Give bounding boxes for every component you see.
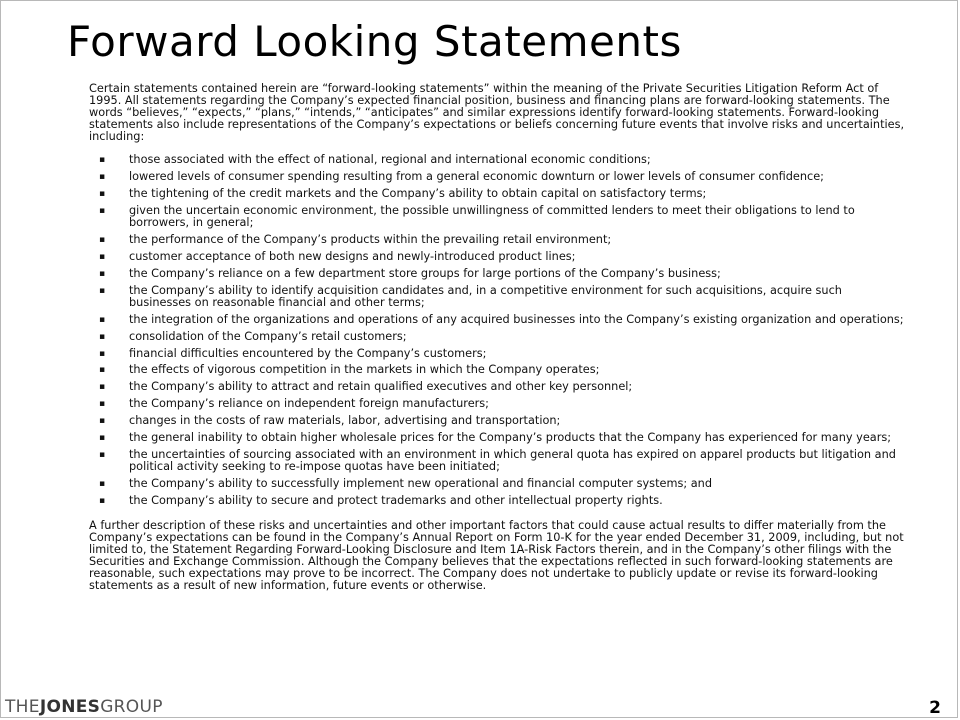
risk-factor-item <box>89 364 905 376</box>
risk-factor-item <box>89 171 905 183</box>
risk-factor-text: those associated with the effect of national, regional and international economic conditions; <box>129 153 651 167</box>
bullet-square-icon: ▪ <box>99 449 106 460</box>
bullet-square-icon: ▪ <box>99 285 106 296</box>
bullet-square-icon: ▪ <box>99 189 106 200</box>
intro-paragraph: Certain statements contained herein are “forward-looking statements” within the meaning of the Private Securities Litigation Reform Act of 1995. All statements regarding the Company’s expected financial position, business and financing plans are forward-looking statements. The words “believes,” “expects,” “plans,” “intends,” “anticipates” and similar expressions identify forward-looking statements. Forward-looking statements also include representations of the Company’s expectations or beliefs concerning future events that involve risks and uncertainties, including: <box>89 82 905 144</box>
risk-factor-text: the general inability to obtain higher wholesale prices for the Company’s products that the Company has experienced for many years; <box>129 431 892 445</box>
bullet-square-icon: ▪ <box>99 331 106 342</box>
risk-factor-text: the integration of the organizations and operations of any acquired businesses into the Company’s existing organization and operations; <box>129 312 904 326</box>
bullet-square-icon: ▪ <box>99 314 106 325</box>
risk-factor-item <box>89 314 905 326</box>
risk-factor-item <box>89 495 905 507</box>
bullet-square-icon: ▪ <box>99 433 106 444</box>
risk-factor-text: the Company’s ability to identify acquisition candidates and, in a competitive environment for such acquisitions, acquire such businesses on reasonable financial and other terms; <box>129 283 842 309</box>
bullet-square-icon: ▪ <box>99 268 106 279</box>
risk-factor-item <box>89 251 905 263</box>
risk-factor-item <box>89 154 905 166</box>
bullet-square-icon: ▪ <box>99 155 106 166</box>
risk-factor-text: customer acceptance of both new designs and newly-introduced product lines; <box>129 250 576 264</box>
bullet-square-icon: ▪ <box>99 478 106 489</box>
risk-factor-text: the Company’s ability to successfully implement new operational and financial computer systems; and <box>129 476 712 490</box>
bullet-square-icon: ▪ <box>99 172 106 183</box>
risk-factor-text: financial difficulties encountered by the Company’s customers; <box>129 346 487 360</box>
risk-factor-item <box>89 285 905 309</box>
risk-factor-text: the Company’s reliance on a few department store groups for large portions of the Company’s business; <box>129 266 721 280</box>
risk-factor-item <box>89 398 905 410</box>
risk-factor-item <box>89 331 905 343</box>
slide-body <box>89 83 905 592</box>
risk-factor-text: the Company’s ability to attract and retain qualified executives and other key personnel; <box>129 380 633 394</box>
bullet-square-icon: ▪ <box>99 382 106 393</box>
risk-factor-item <box>89 205 905 229</box>
page-number: 2 <box>929 698 941 718</box>
company-logo <box>5 695 163 719</box>
risk-factor-text: lowered levels of consumer spending resulting from a general economic downturn or lower levels of consumer confidence; <box>129 170 824 184</box>
closing-paragraph: A further description of these risks and uncertainties and other important factors that could cause actual results to differ materially from the Company’s expectations can be found in the Company’s Annual Report on Form 10-K for the year ended December 31, 2009, including, but not limited to, the Statement Regarding Forward-Looking Disclosure and Item 1A-Risk Factors therein, and in the Company’s other filings with the Securities and Exchange Commission. Although the Company believes that the expectations reflected in such forward-looking statements are reasonable, such expectations may prove to be incorrect. The Company does not undertake to publicly update or revise its forward-looking statements as a result of new information, future events or otherwise. <box>89 518 904 593</box>
risk-factor-text: changes in the costs of raw materials, labor, advertising and transportation; <box>129 414 561 428</box>
risk-factor-item <box>89 415 905 427</box>
risk-factor-item <box>89 268 905 280</box>
risk-factor-text: consolidation of the Company’s retail customers; <box>129 329 407 343</box>
risk-factor-item <box>89 381 905 393</box>
bullet-square-icon: ▪ <box>99 365 106 376</box>
bullet-square-icon: ▪ <box>99 416 106 427</box>
risk-factor-text: given the uncertain economic environment, the possible unwillingness of committed lenders to meet their obligations to lend to borrowers, in general; <box>129 204 855 230</box>
risk-factor-item <box>89 449 905 473</box>
risk-factor-text: the performance of the Company’s products within the prevailing retail environment; <box>129 233 612 247</box>
logo-text-jones: JONES <box>39 697 101 717</box>
bullet-square-icon: ▪ <box>99 495 106 506</box>
risk-factor-item <box>89 478 905 490</box>
risk-factor-text: the tightening of the credit markets and the Company’s ability to obtain capital on satisfactory terms; <box>129 187 707 201</box>
bullet-square-icon: ▪ <box>99 399 106 410</box>
bullet-square-icon: ▪ <box>99 252 106 263</box>
bullet-square-icon: ▪ <box>99 348 106 359</box>
risk-factor-item <box>89 432 905 444</box>
risk-factor-text: the Company’s reliance on independent foreign manufacturers; <box>129 397 489 411</box>
bullet-square-icon: ▪ <box>99 206 106 217</box>
risk-factor-text: the uncertainties of sourcing associated with an environment in which general quota has expired on apparel products but litigation and political activity seeking to re-impose quotas have been initiated; <box>129 447 896 473</box>
risk-factor-item <box>89 234 905 246</box>
risk-factor-text: the effects of vigorous competition in the markets in which the Company operates; <box>129 363 600 377</box>
risk-factor-text: the Company’s ability to secure and protect trademarks and other intellectual property rights. <box>129 493 663 507</box>
risk-factor-item <box>89 348 905 360</box>
logo-text-the: THE <box>5 697 40 717</box>
logo-text-group: GROUP <box>100 697 163 717</box>
bullet-square-icon: ▪ <box>99 235 106 246</box>
slide-title: Forward Looking Statements <box>67 17 682 66</box>
risk-factor-list <box>89 154 905 506</box>
risk-factor-item <box>89 188 905 200</box>
